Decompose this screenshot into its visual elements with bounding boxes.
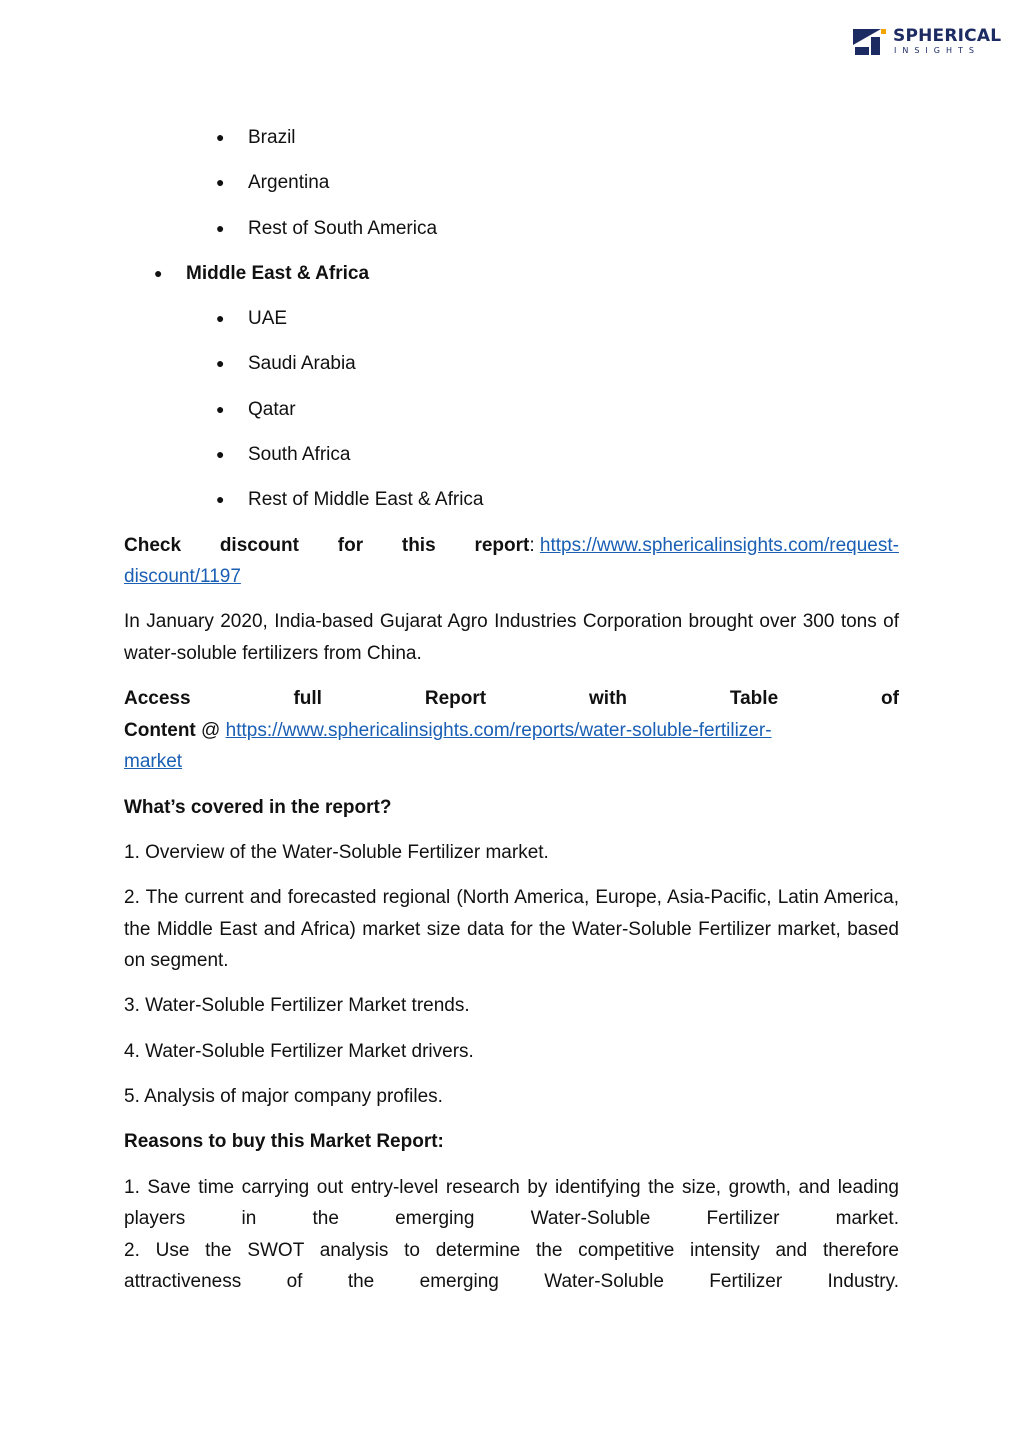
access-content-label: Content	[124, 719, 196, 741]
discount-link-line2[interactable]: discount/1197	[124, 566, 241, 588]
report-link-line2[interactable]: market	[124, 751, 183, 773]
covered-item: 4. Water-Soluble Fertilizer Market drivers.	[124, 1040, 474, 1062]
covered-item: 1. Overview of the Water-Soluble Fertilizer market.	[124, 841, 549, 863]
access-word: Report	[424, 688, 487, 710]
access-word: with	[589, 688, 628, 710]
discount-word: Check	[124, 534, 182, 556]
bullet-icon: ●	[154, 264, 163, 281]
discount-paragraph	[124, 530, 899, 593]
discount-word: discount	[219, 534, 299, 556]
bullet-icon: ●	[216, 355, 225, 372]
bullet-icon: ●	[216, 310, 225, 327]
list-item	[124, 122, 899, 154]
access-word: of	[881, 688, 899, 710]
logo-mark-icon	[853, 27, 887, 57]
list-item	[124, 213, 899, 245]
discount-word: report	[474, 534, 530, 556]
access-word: Access	[124, 688, 191, 710]
list-item	[124, 303, 899, 335]
logo-subtitle: INSIGHTS	[894, 46, 980, 55]
discount-word: for	[337, 534, 364, 556]
list-item-text: Rest of South America	[248, 217, 438, 239]
list-item	[124, 439, 899, 471]
list-item-text: Brazil	[248, 127, 296, 148]
discount-word: this	[401, 534, 436, 556]
covered-item: 5. Analysis of major company profiles.	[124, 1086, 443, 1108]
reasons-heading: Reasons to buy this Market Report:	[124, 1131, 444, 1153]
covered-heading: What’s covered in the report?	[124, 796, 392, 818]
covered-item: 2. The current and forecasted regional (North America, Europe, Asia-Pacific, Latin America, the Middle East and Africa) market size data for the Water-Soluble Fertilizer market, based on segment.	[124, 887, 899, 972]
bullet-icon: ●	[216, 446, 225, 463]
discount-link-line1[interactable]: https://www.sphericalinsights.com/request-	[539, 534, 899, 556]
list-item-text: Rest of Middle East & Africa	[248, 489, 484, 511]
list-item-text: UAE	[248, 308, 288, 330]
bullet-icon: ●	[216, 129, 225, 145]
spherical-insights-logo	[853, 26, 1002, 61]
bullet-icon: ●	[216, 219, 225, 236]
access-word: full	[293, 688, 322, 710]
list-item-text: Qatar	[248, 398, 296, 420]
reasons-item	[124, 1172, 899, 1298]
list-item-heading	[124, 258, 899, 290]
bullet-icon: ●	[216, 491, 225, 508]
logo-wordmark: SPHERICAL	[893, 26, 1002, 46]
list-item	[124, 394, 899, 426]
bullet-icon: ●	[216, 174, 225, 191]
list-item-text: South Africa	[248, 444, 351, 466]
access-paragraph	[124, 683, 899, 778]
list-item-text: Saudi Arabia	[248, 353, 356, 375]
list-item-text: Argentina	[248, 172, 330, 194]
news-paragraph: In January 2020, India-based Gujarat Agro Industries Corporation brought over 300 tons of water-soluble fertilizers from China.	[124, 611, 899, 664]
access-word: Table	[729, 688, 779, 710]
report-link-line1[interactable]: https://www.sphericalinsights.com/reports/water-soluble-fertilizer-	[225, 719, 772, 741]
reasons-item-text: 2. Use the SWOT analysis to determine the competitive intensity and therefore attractiveness of the emerging Water-Soluble Fertilizer Industry.	[124, 1239, 899, 1293]
bullet-icon: ●	[216, 400, 225, 417]
list-item	[124, 484, 899, 516]
discount-separator: :	[529, 534, 540, 556]
region-heading: Middle East & Africa	[186, 262, 370, 284]
document-body	[124, 122, 899, 1298]
access-separator: @	[195, 719, 226, 741]
list-item	[124, 167, 899, 199]
list-item	[124, 348, 899, 380]
covered-item: 3. Water-Soluble Fertilizer Market trends.	[124, 995, 470, 1017]
reasons-item-text: 1. Save time carrying out entry-level research by identifying the size, growth, and leading players in the emerging Water-Soluble Fertilizer market.	[124, 1176, 899, 1230]
